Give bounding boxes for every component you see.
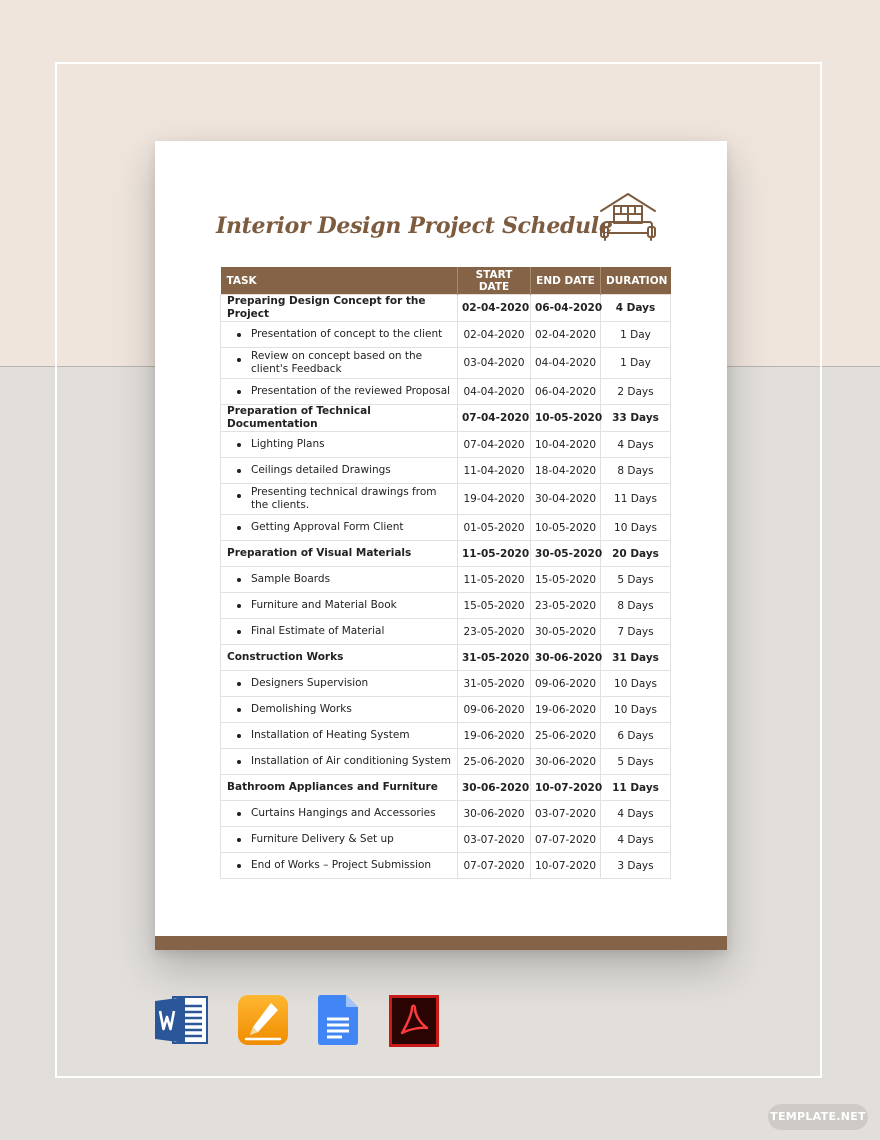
start-date-cell: 19-06-2020 (458, 723, 531, 749)
end-date-cell: 30-06-2020 (531, 645, 601, 671)
task-label: Demolishing Works (251, 703, 352, 715)
bullet-icon (237, 443, 241, 447)
task-label: Furniture Delivery & Set up (251, 833, 394, 845)
start-date-cell: 03-07-2020 (458, 827, 531, 853)
bullet-icon (237, 682, 241, 686)
bullet-icon (237, 390, 241, 394)
task-row (221, 697, 671, 723)
task-cell (221, 432, 458, 458)
duration-cell: 8 Days (601, 458, 671, 484)
start-date-cell: 04-04-2020 (458, 379, 531, 405)
start-date-cell: 30-06-2020 (458, 801, 531, 827)
duration-cell: 1 Day (601, 348, 671, 379)
task-label: Bathroom Appliances and Furniture (227, 781, 438, 793)
duration-cell: 2 Days (601, 379, 671, 405)
bullet-icon (237, 734, 241, 738)
end-date-cell: 25-06-2020 (531, 723, 601, 749)
column-header-end-date: END DATE (531, 267, 601, 295)
task-cell (221, 379, 458, 405)
start-date-cell: 30-06-2020 (458, 775, 531, 801)
start-date-cell: 01-05-2020 (458, 515, 531, 541)
task-row (221, 801, 671, 827)
start-date-cell: 11-05-2020 (458, 541, 531, 567)
end-date-cell: 02-04-2020 (531, 322, 601, 348)
task-row (221, 671, 671, 697)
end-date-cell: 19-06-2020 (531, 697, 601, 723)
schedule-table (220, 267, 671, 879)
end-date-cell: 09-06-2020 (531, 671, 601, 697)
task-cell (221, 458, 458, 484)
start-date-cell: 31-05-2020 (458, 671, 531, 697)
end-date-cell: 10-05-2020 (531, 405, 601, 432)
duration-cell: 7 Days (601, 619, 671, 645)
task-label: Presentation of concept to the client (251, 328, 443, 340)
start-date-cell: 31-05-2020 (458, 645, 531, 671)
task-row (221, 827, 671, 853)
task-cell (221, 671, 458, 697)
task-row (221, 515, 671, 541)
end-date-cell: 15-05-2020 (531, 567, 601, 593)
task-label: End of Works – Project Submission (251, 859, 432, 871)
bullet-icon (237, 469, 241, 473)
task-row (221, 723, 671, 749)
table-header-row (221, 267, 671, 295)
task-cell (221, 723, 458, 749)
start-date-cell: 09-06-2020 (458, 697, 531, 723)
google-docs-icon[interactable] (318, 995, 358, 1045)
task-cell (221, 619, 458, 645)
task-cell (221, 593, 458, 619)
end-date-cell: 30-05-2020 (531, 541, 601, 567)
task-cell (221, 405, 458, 432)
bullet-icon (237, 604, 241, 608)
end-date-cell: 23-05-2020 (531, 593, 601, 619)
task-row (221, 379, 671, 405)
duration-cell: 11 Days (601, 775, 671, 801)
task-label: Preparation of Visual Materials (227, 547, 412, 559)
task-cell (221, 775, 458, 801)
pages-icon[interactable] (238, 995, 288, 1045)
column-header-task: TASK (221, 267, 458, 295)
task-row (221, 322, 671, 348)
task-cell (221, 541, 458, 567)
end-date-cell: 10-05-2020 (531, 515, 601, 541)
task-cell (221, 484, 458, 515)
task-label: Final Estimate of Material (251, 625, 385, 637)
phase-row (221, 775, 671, 801)
bullet-icon (237, 708, 241, 712)
template-net-badge[interactable]: TEMPLATE.NET (768, 1104, 868, 1130)
duration-cell: 10 Days (601, 515, 671, 541)
end-date-cell: 30-04-2020 (531, 484, 601, 515)
duration-cell: 4 Days (601, 801, 671, 827)
end-date-cell: 10-07-2020 (531, 853, 601, 879)
end-date-cell: 06-04-2020 (531, 379, 601, 405)
task-label: Designers Supervision (251, 677, 369, 689)
task-row (221, 593, 671, 619)
task-cell (221, 322, 458, 348)
task-row (221, 853, 671, 879)
task-label: Sample Boards (251, 573, 331, 585)
acrobat-pdf-icon[interactable] (389, 995, 439, 1047)
bullet-icon (237, 358, 241, 362)
start-date-cell: 02-04-2020 (458, 295, 531, 322)
task-cell (221, 801, 458, 827)
duration-cell: 10 Days (601, 671, 671, 697)
start-date-cell: 03-04-2020 (458, 348, 531, 379)
task-cell (221, 295, 458, 322)
task-cell (221, 567, 458, 593)
duration-cell: 6 Days (601, 723, 671, 749)
duration-cell: 4 Days (601, 295, 671, 322)
duration-cell: 4 Days (601, 432, 671, 458)
bullet-icon (237, 812, 241, 816)
task-cell (221, 853, 458, 879)
task-label: Presenting technical drawings from the clients. (251, 486, 437, 511)
task-label: Lighting Plans (251, 438, 325, 450)
start-date-cell: 25-06-2020 (458, 749, 531, 775)
task-cell (221, 348, 458, 379)
task-label: Presentation of the reviewed Proposal (251, 385, 451, 397)
end-date-cell: 07-07-2020 (531, 827, 601, 853)
start-date-cell: 19-04-2020 (458, 484, 531, 515)
document-title: Interior Design Project Schedule (216, 213, 613, 239)
phase-row (221, 541, 671, 567)
end-date-cell: 30-06-2020 (531, 749, 601, 775)
phase-row (221, 295, 671, 322)
start-date-cell: 15-05-2020 (458, 593, 531, 619)
duration-cell: 10 Days (601, 697, 671, 723)
duration-cell: 8 Days (601, 593, 671, 619)
document-page (155, 141, 727, 950)
start-date-cell: 11-04-2020 (458, 458, 531, 484)
duration-cell: 11 Days (601, 484, 671, 515)
task-cell (221, 697, 458, 723)
start-date-cell: 11-05-2020 (458, 567, 531, 593)
duration-cell: 5 Days (601, 749, 671, 775)
task-label: Ceilings detailed Drawings (251, 464, 391, 476)
bullet-icon (237, 578, 241, 582)
task-row (221, 348, 671, 379)
end-date-cell: 18-04-2020 (531, 458, 601, 484)
task-label: Preparing Design Concept for the Project (227, 295, 426, 320)
bullet-icon (237, 526, 241, 530)
task-label: Preparation of Technical Documentation (227, 405, 371, 430)
duration-cell: 31 Days (601, 645, 671, 671)
task-row (221, 567, 671, 593)
task-label: Installation of Air conditioning System (251, 755, 451, 767)
duration-cell: 4 Days (601, 827, 671, 853)
phase-row (221, 645, 671, 671)
end-date-cell: 30-05-2020 (531, 619, 601, 645)
bullet-icon (237, 838, 241, 842)
task-row (221, 432, 671, 458)
task-row (221, 749, 671, 775)
start-date-cell: 02-04-2020 (458, 322, 531, 348)
task-cell (221, 645, 458, 671)
task-label: Furniture and Material Book (251, 599, 397, 611)
task-cell (221, 749, 458, 775)
duration-cell: 3 Days (601, 853, 671, 879)
end-date-cell: 10-04-2020 (531, 432, 601, 458)
bullet-icon (237, 494, 241, 498)
end-date-cell: 03-07-2020 (531, 801, 601, 827)
task-label: Review on concept based on the client's Feedback (251, 350, 423, 375)
task-label: Getting Approval Form Client (251, 521, 404, 533)
task-label: Curtains Hangings and Accessories (251, 807, 436, 819)
word-icon[interactable] (155, 995, 209, 1045)
document-footer-bar (155, 936, 727, 950)
bullet-icon (237, 630, 241, 634)
phase-row (221, 405, 671, 432)
bullet-icon (237, 864, 241, 868)
bullet-icon (237, 760, 241, 764)
column-header-duration: DURATION (601, 267, 671, 295)
start-date-cell: 23-05-2020 (458, 619, 531, 645)
duration-cell: 20 Days (601, 541, 671, 567)
task-label: Installation of Heating System (251, 729, 410, 741)
end-date-cell: 06-04-2020 (531, 295, 601, 322)
task-label: Construction Works (227, 651, 344, 663)
column-header-start-date: START DATE (458, 267, 531, 295)
task-cell (221, 827, 458, 853)
task-row (221, 619, 671, 645)
task-row (221, 484, 671, 515)
task-cell (221, 515, 458, 541)
duration-cell: 33 Days (601, 405, 671, 432)
house-sofa-icon (598, 191, 658, 243)
task-row (221, 458, 671, 484)
end-date-cell: 10-07-2020 (531, 775, 601, 801)
start-date-cell: 07-07-2020 (458, 853, 531, 879)
start-date-cell: 07-04-2020 (458, 432, 531, 458)
start-date-cell: 07-04-2020 (458, 405, 531, 432)
bullet-icon (237, 333, 241, 337)
duration-cell: 5 Days (601, 567, 671, 593)
duration-cell: 1 Day (601, 322, 671, 348)
end-date-cell: 04-04-2020 (531, 348, 601, 379)
